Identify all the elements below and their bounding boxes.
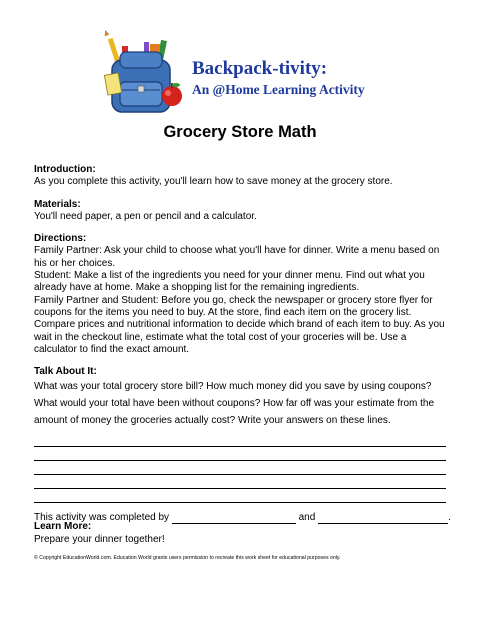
completion-suffix: .: [448, 512, 451, 523]
copyright-notice: © Copyright EducationWorld.com. Education World grants users permission to recreate this work sheet for educational purposes only.: [34, 555, 341, 561]
banner-subtitle: An @Home Learning Activity: [192, 82, 365, 97]
page-title: Grocery Store Math: [163, 123, 317, 141]
materials-text: You'll need paper, a pen or pencil and a calculator.: [34, 210, 257, 222]
materials-heading: Materials:: [34, 198, 81, 210]
introduction-section: [34, 164, 446, 189]
directions-student: Student: Make a list of the ingredients you need for your dinner menu. Find out what you already have at home. Make a shopping list for the remaining ingredients.: [34, 270, 425, 294]
answer-line[interactable]: [34, 475, 446, 489]
completion-line: [34, 512, 451, 524]
completion-prefix: This activity was completed by: [34, 512, 170, 523]
answer-lines: [34, 433, 446, 503]
backpack-icon: [100, 30, 190, 120]
learn-more-section: [34, 521, 446, 546]
worksheet-content: [34, 164, 446, 556]
name-blank-2[interactable]: [318, 512, 448, 524]
talk-about-it-heading: Talk About It:: [34, 366, 97, 378]
directions-section: [34, 233, 446, 356]
name-blank-1[interactable]: [172, 512, 296, 524]
activity-logo: [100, 30, 400, 120]
answer-line[interactable]: [34, 461, 446, 475]
answer-line[interactable]: [34, 433, 446, 447]
directions-family-partner: Family Partner: Ask your child to choose what you'll have for dinner. Write a menu based on his or her choices.: [34, 245, 440, 269]
directions-both: Family Partner and Student: Before you go, check the newspaper or grocery store flyer for coupons for the items you need to buy. At the store, find each item on the grocery list. Compare prices and nutritional information to decide which brand of each item to buy. As you wait in the checkout line, estimate what the total cost of your groceries will be. Use a calculator to find the exact amount.: [34, 294, 445, 355]
talk-about-it-section: [34, 366, 446, 503]
banner-title: Backpack-tivity:: [192, 58, 328, 79]
completion-conjunction: and: [298, 512, 316, 523]
answer-line[interactable]: [34, 447, 446, 461]
talk-about-it-text: What was your total grocery store bill? How much money did you save by using coupons? What would your total have been without coupons? How far off was your estimate from the amount of money the groceries actually cost? Write your answers on these lines.: [34, 381, 435, 427]
answer-line[interactable]: [34, 489, 446, 503]
introduction-heading: Introduction:: [34, 164, 96, 175]
materials-section: [34, 199, 446, 224]
learn-more-text: Prepare your dinner together!: [34, 533, 165, 545]
directions-heading: Directions:: [34, 233, 87, 245]
introduction-text: As you complete this activity, you'll learn how to save money at the grocery store.: [34, 176, 393, 188]
learn-more-heading: Learn More:: [34, 521, 92, 533]
